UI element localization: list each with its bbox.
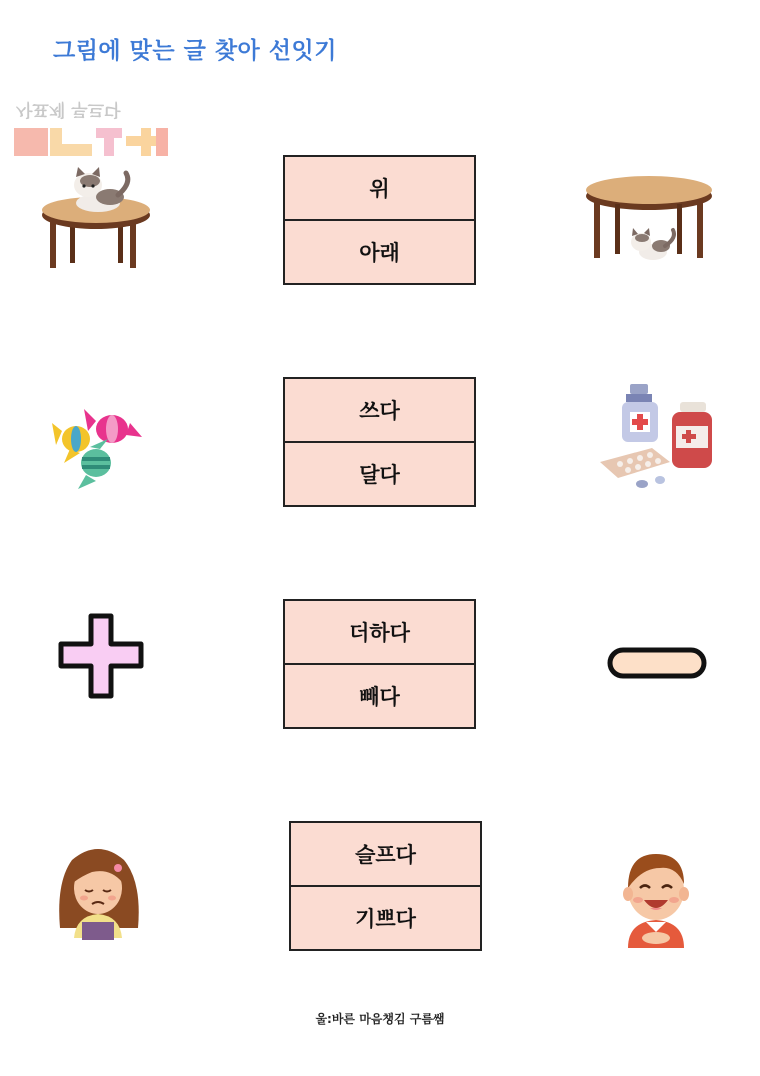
footer-credit: 울:바른 마음챙김 구름쌤 — [315, 1012, 445, 1026]
plus-sign-image[interactable] — [57, 612, 147, 704]
happy-boy-image[interactable] — [620, 850, 692, 952]
word-box-3 — [283, 599, 476, 729]
word-option[interactable]: 달다 — [285, 441, 474, 505]
logo — [14, 98, 170, 160]
word-option[interactable]: 기쁘다 — [291, 885, 480, 949]
sad-girl-image[interactable] — [52, 842, 144, 946]
plus-icon — [57, 612, 147, 700]
word-option[interactable]: 더하다 — [349, 621, 410, 645]
candy-icon — [50, 405, 146, 493]
medicine-image[interactable] — [598, 382, 716, 496]
svg-text:사표제 루르다: 사표제 루르다 — [16, 99, 121, 119]
word-option[interactable]: 슬프다 — [355, 843, 416, 867]
word-option[interactable]: 아래 — [285, 219, 474, 283]
word-box-2 — [283, 377, 476, 507]
word-option[interactable]: 쓰다 — [359, 399, 400, 423]
candies-image[interactable] — [50, 405, 146, 497]
logo-graphic — [14, 98, 170, 160]
sad-girl-icon — [52, 842, 144, 942]
cat-under-table-icon — [585, 170, 717, 268]
minus-sign-image[interactable] — [607, 646, 707, 686]
medicine-icon — [598, 382, 716, 492]
cat-under-table-image[interactable] — [585, 170, 717, 272]
cat-on-table-icon — [40, 165, 156, 275]
word-box-4 — [289, 821, 482, 951]
word-option[interactable]: 위 — [369, 177, 390, 201]
word-option[interactable]: 빼다 — [285, 663, 474, 727]
minus-icon — [607, 646, 707, 682]
happy-boy-icon — [620, 850, 692, 948]
cat-on-table-image[interactable] — [40, 165, 156, 279]
page-title: 그림에 맞는 글 찾아 선잇기 — [53, 38, 337, 64]
word-box-1 — [283, 155, 476, 285]
